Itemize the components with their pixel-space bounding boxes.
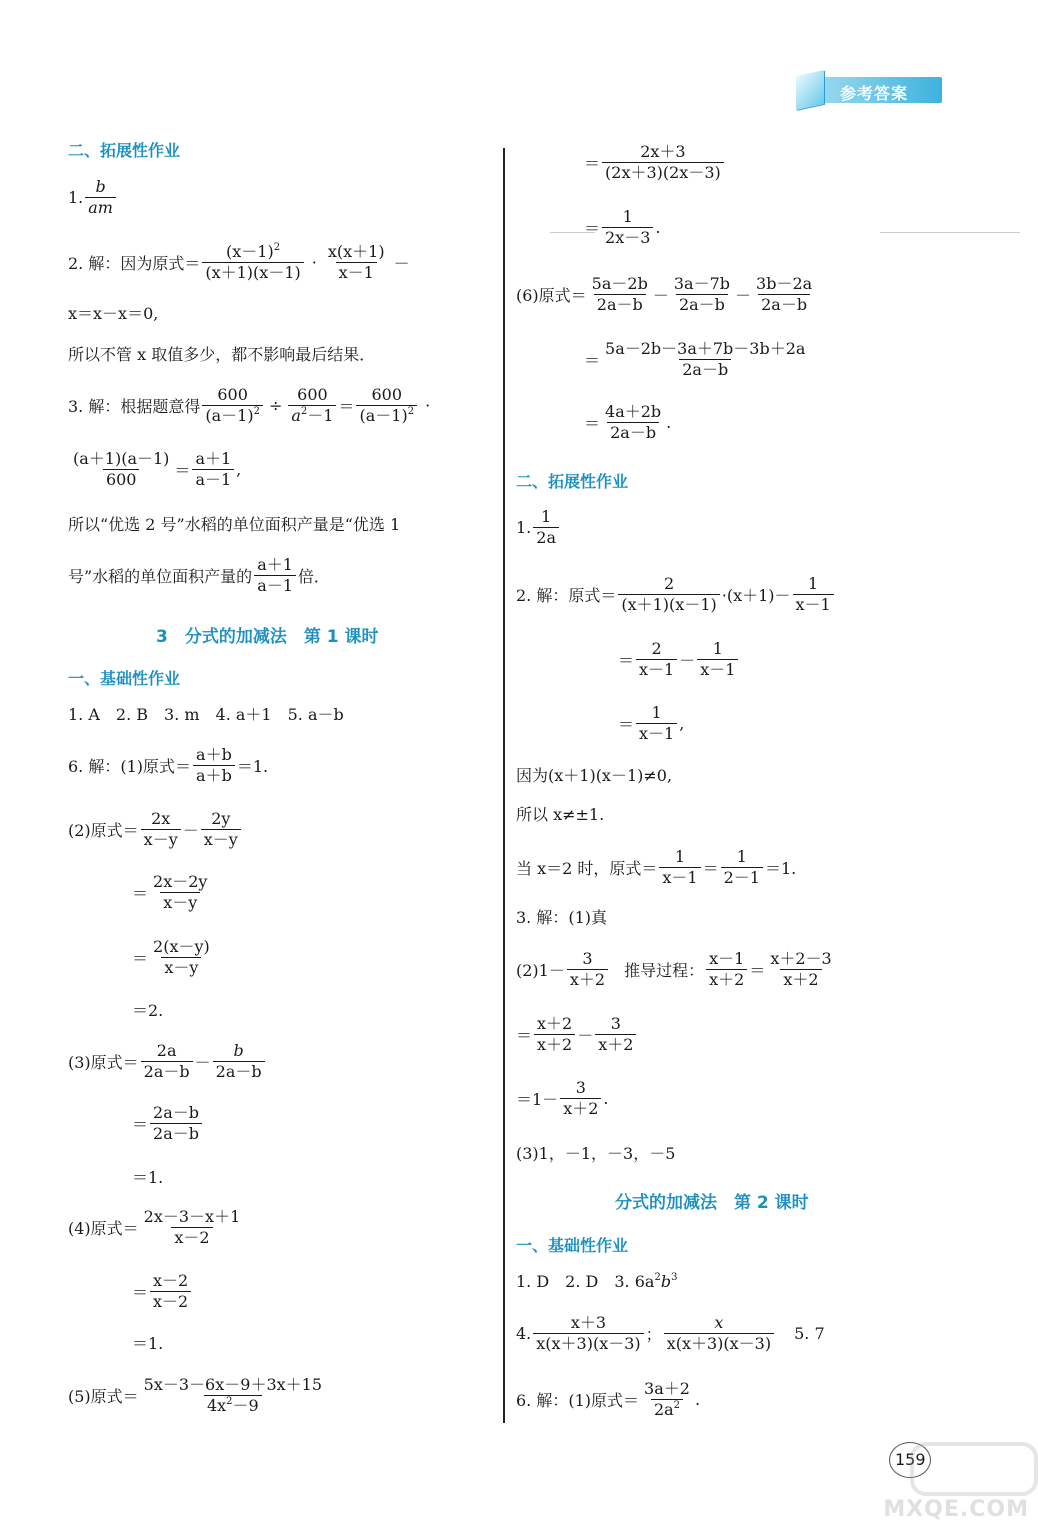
fraction: $\frac{a+1}{a-1}$ [254,556,296,594]
fraction: $\frac{2x}{x-y}$ [141,810,181,848]
fraction: $\frac{(x-1)^2}{(x+1)(x-1)}$ [202,243,303,281]
basic-answers-line-2: 1. D 2. D 3. $6a^2b^3$ [516,1272,678,1291]
fraction: $\frac{x(x+1)}{x-1}$ [327,242,385,282]
fraction: $\frac{2x-2y}{x-y}$ [153,872,208,912]
fraction: $\frac{x+2}{x+2}$ [534,1015,575,1053]
badge-label: 参考答案 [840,84,909,103]
answer-3-line2: $\frac{(a+1)(a-1)}{600}$ ＝ $\frac{a+1}{a-1}$ , [68,450,241,488]
fraction: $\frac{x+3}{x(x+3)(x-3)}$ [533,1314,643,1352]
ext-answer-2-line3: ＝ $\frac{1}{x-1}$ , [618,703,685,743]
fraction: $\frac{(a+1)(a-1)}{600}$ [73,449,170,489]
fraction: $\frac{2x-3-x+1}{x-2}$ [143,1207,241,1247]
lesson-title-2: 分式的加减法 第 2 课时 [615,1193,809,1213]
answer-6-2-line1: (2)原式＝ $\frac{2x}{x-y}$ － $\frac{2y}{x-y}$ [68,810,243,848]
fraction: $\frac{2}{(x+1)(x-1)}$ [618,575,719,613]
answer-6-4-line2: ＝ $\frac{x-2}{x-2}$ [132,1272,193,1310]
answer-key-badge [790,73,948,109]
fraction: $\frac{a+b}{a+b}$ [193,746,235,784]
fraction: $\frac{b}{2a-b}$ [213,1042,265,1080]
fraction: $\frac{1}{2-1}$ [721,848,763,886]
fraction: $\frac{600}{a^2-1}$ [288,386,336,424]
watermark-text: MXQE.COM [883,1497,1029,1522]
answer-6-2-line3: ＝ $\frac{2(x-y)}{x-y}$ [132,938,215,976]
fraction: $\frac{2y}{x-y}$ [201,810,241,848]
fraction: $\frac{1}{x-1}$ [793,575,834,613]
answer-6-5-line1: (5)原式＝ $\frac{5x-3-6x-9+3x+15}{4x^2-9}$ [68,1376,327,1414]
fraction: $\frac{3}{x+2}$ [560,1079,601,1117]
fraction: $\frac{3b-2a}{2a-b}$ [756,274,813,314]
fraction: $\frac{600}{(a-1)^2}$ [356,386,417,424]
section-heading-extension: 二、拓展性作业 [68,141,181,160]
answer-2-line2: x＝x－x＝0, [68,304,159,323]
fraction: $\frac{2a}{2a-b}$ [141,1042,193,1080]
fraction: $\frac{x-1}{x+2}$ [706,950,747,988]
answer-6-2-line4: ＝2. [132,1001,164,1020]
fraction: $\frac{2a-b}{2a-b}$ [150,1104,202,1142]
fraction: $\frac{5x-3-6x-9+3x+15}{4x^2-9}$ [143,1375,323,1415]
basic-answers-line: 1. A 2. B 3. m 4. a＋1 5. a－b [68,705,344,724]
fraction: $\frac{4a+2b}{2a-b}$ [605,402,662,442]
fraction: $\frac{5a-2b-3a+7b-3b+2a}{2a-b}$ [605,339,806,379]
ext-answer-3-line3: ＝ $\frac{x+2}{x+2}$ － $\frac{3}{x+2}$ [516,1015,638,1053]
section-heading-extension-2: 二、拓展性作业 [516,472,629,491]
section-heading-basic-2: 一、基础性作业 [516,1236,629,1255]
answer-3-line3: 所以“优选 2 号”水稻的单位面积产量是“优选 1 [68,515,401,534]
fraction: $\frac{b}{am}$ [85,178,116,216]
fraction: $\frac{1}{x-1}$ [659,848,700,886]
fraction: $\frac{1}{x-1}$ [697,640,738,678]
fraction: $\frac{2(x-y)}{x-y}$ [153,937,210,977]
answer-6-2-line2: ＝ $\frac{2x-2y}{x-y}$ [132,873,212,911]
answer-6-4-line1: (4)原式＝ $\frac{2x-3-x+1}{x-2}$ [68,1208,245,1246]
ext-answer-3-line4: ＝1－ $\frac{3}{x+2}$ . [516,1078,609,1118]
label: 1. [68,187,84,207]
ext-answer-3-line5: (3)1，－1，－3，－5 [516,1144,676,1163]
answer-6-5-line3: ＝ $\frac{1}{2x-3}$ . [584,207,661,247]
answer-3-line1: 3. 解：根据题意得 $\frac{600}{(a-1)^2}$ ÷ $\frac{600}{a^2-1}$ ＝ $\frac{600}{(a-1)^2}$ · [68,385,431,425]
fraction: $\frac{2}{x-1}$ [636,640,677,678]
answer-6-3-line1: (3)原式＝ $\frac{2a}{2a-b}$ － $\frac{b}{2a-b}$ [68,1042,267,1080]
answer-6-6-line3: ＝ $\frac{4a+2b}{2a-b}$ . [584,402,672,442]
fraction: $\frac{3}{x+2}$ [595,1015,636,1053]
section-heading-basic: 一、基础性作业 [68,669,181,688]
answer-2-line3: 所以不管 x 取值多少，都不影响最后结果． [68,345,376,364]
fraction: $\frac{1}{2a}$ [533,508,559,546]
ext-answer-2-line4: 因为(x＋1)(x－1)≠0, [516,766,673,785]
answer-1 [68,178,118,216]
page-number: 159 [895,1450,926,1469]
answer-6-3-line2: ＝ $\frac{2a-b}{2a-b}$ [132,1104,204,1142]
fraction: $\frac{x}{x(x+3)(x-3)}$ [664,1314,774,1352]
fraction: $\frac{5a-2b}{2a-b}$ [591,274,648,314]
fraction: $\frac{1}{x-1}$ [636,704,677,742]
fraction: $\frac{3a+2}{2a^2}$ [644,1379,690,1419]
ext-answer-2-line5: 所以 x≠±1. [516,805,605,824]
fraction: $\frac{3}{x+2}$ [567,950,608,988]
basic-answer-6-1: 6. 解：(1)原式＝ $\frac{3a+2}{2a^2}$ . [516,1379,701,1419]
badge-cube-icon [796,70,824,110]
ext-answer-2-line2: ＝ $\frac{2}{x-1}$ － $\frac{1}{x-1}$ [618,640,740,678]
fraction: $\frac{2x+3}{(2x+3)(2x-3)}$ [602,143,724,181]
watermark-shape [910,1442,1038,1496]
answer-6-1: 6. 解：(1)原式＝ $\frac{a+b}{a+b}$ ＝1. [68,745,269,785]
basic-answer-4: 4. $\frac{x+3}{x(x+3)(x-3)}$ ； $\frac{x}{x(x+3)(x-3)}$ 5. 7 [516,1313,825,1353]
answer-6-6-line2: ＝ $\frac{5a-2b-3a+7b-3b+2a}{2a-b}$ [584,340,810,378]
ext-answer-2-line1: 2. 解：原式＝ $\frac{2}{(x+1)(x-1)}$ ·(x＋1)－ $\frac{1}{x-1}$ [516,575,836,613]
column-divider [503,148,505,1423]
fraction: $\frac{x-2}{x-2}$ [150,1272,191,1310]
answer-6-5-line2: ＝ $\frac{2x+3}{(2x+3)(2x-3)}$ [584,143,726,181]
fraction: $\frac{a+1}{a-1}$ [192,450,234,488]
answer-6-3-line3: ＝1. [132,1168,164,1187]
watermark-logo [883,1430,1035,1530]
answer-6-6-line1: (6)原式＝ $\frac{5a-2b}{2a-b}$ － $\frac{3a-7b}{2a-b}$ － $\frac{3b-2a}{2a-b}$ [516,275,817,313]
answer-3-line4: 号”水稻的单位面积产量的 $\frac{a+1}{a-1}$ 倍． [68,555,330,595]
faint-rule [880,232,1020,233]
fraction: $\frac{3a-7b}{2a-b}$ [673,274,730,314]
ext-answer-2-line6: 当 x＝2 时，原式＝ $\frac{1}{x-1}$ ＝ $\frac{1}{2-1}$ ＝1. [516,847,797,887]
ext-answer-3-line2: (2)1－ $\frac{3}{x+2}$ 推导过程： $\frac{x-1}{x+2}$ ＝ $\frac{x+2-3}{x+2}$ [516,950,837,988]
answer-6-4-line3: ＝1. [132,1334,164,1353]
fraction: $\frac{x+2-3}{x+2}$ [770,949,832,989]
fraction: $\frac{600}{(a-1)^2}$ [202,386,263,424]
ext-answer-1: 1. $\frac{1}{2a}$ [516,508,561,546]
fraction: $\frac{1}{2x-3}$ [602,208,653,246]
answer-2-line1: 2. 解：因为原式＝ $\frac{(x-1)^2}{(x+1)(x-1)}$ · $\frac{x(x+1)}{x-1}$ － [68,242,410,282]
lesson-title-1: 3 分式的加减法 第 1 课时 [156,627,379,647]
ext-answer-3-line1: 3. 解：(1)真 [516,908,608,927]
